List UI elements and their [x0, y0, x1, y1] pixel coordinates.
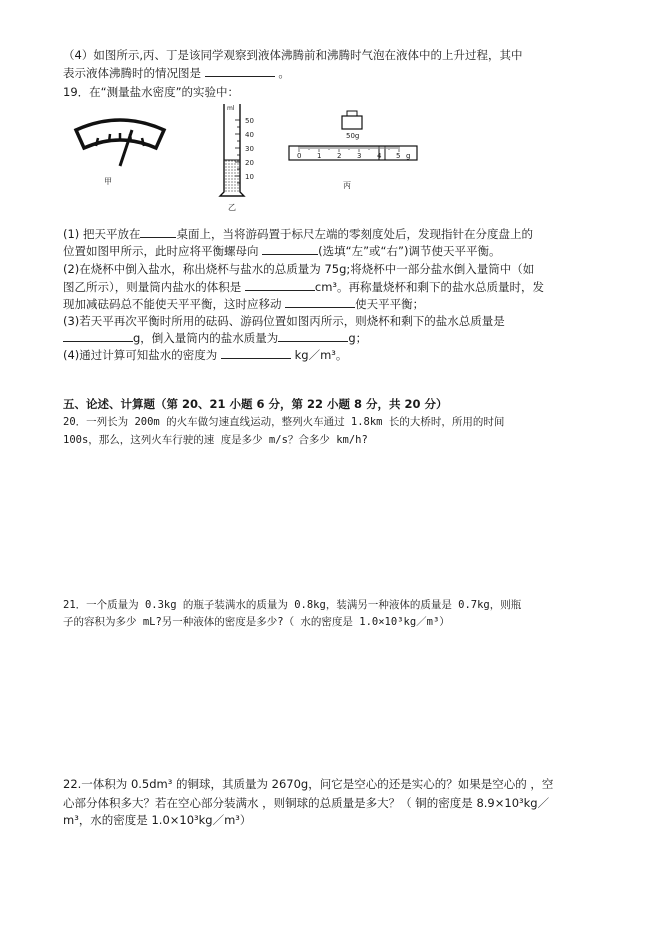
q21-line2 [63, 614, 450, 630]
q19-p1-text2a: 位置如图甲所示，此时应将平衡螺母向 [63, 244, 259, 258]
section5-heading-text: 五、论述、计算题（第 20、21 小题 6 分，第 22 小题 8 分，共 20 分） [63, 397, 448, 411]
q19-title-text: 19．在“测量盐水密度”的实验中： [63, 85, 240, 99]
figure-bing-scale [285, 108, 425, 192]
q19-p2-text2a: 图乙所示），则量筒内盐水的体积是 [63, 280, 242, 294]
q18-part4-line1 [63, 47, 522, 63]
section-heading [63, 396, 448, 412]
q22-text1: 22.一体积为 0.5dm³ 的铜球，其质量为 2670g，问它是空心的还是实心的？如果是空心的 ，空 [63, 777, 554, 791]
ruler-tick-4: 4 [377, 152, 382, 160]
q22-line1 [63, 776, 553, 792]
ruler-tick-0: 0 [297, 152, 302, 160]
cylinder-unit: ml [227, 105, 235, 112]
ruler-tick-1: 1 [317, 152, 322, 160]
q19-p4-line [63, 347, 347, 363]
q19-p1-text1b: 桌面上，当将游码置于标尺左端的零刻度处后，发现指针在分度盘上的 [176, 227, 533, 241]
answer-blank[interactable] [140, 226, 176, 238]
figure-yi-cylinder [210, 100, 270, 214]
q20-text2: 100s，那么，这列火车行驶的速 度是多少 m/s？合多少 km/h? [63, 434, 368, 446]
q19-p2-text3b: 使天平平衡； [355, 297, 425, 311]
cylinder-tick-30: 30 [245, 145, 254, 153]
answer-blank[interactable] [245, 279, 315, 291]
q21-line1 [63, 597, 521, 613]
q20-text1: 20．一列长为 200m 的火车做匀速直线运动，整列火车通过 1.8km 长的大桥时，所用的时间 [63, 416, 505, 428]
q19-p2-text3a: 现加减砝码总不能使天平平衡，这时应移动 [63, 297, 282, 311]
figure-label-yi: 乙 [228, 203, 236, 212]
q18-part4-line2 [63, 65, 290, 81]
q19-p4-text-b: kg／m³。 [294, 348, 348, 362]
answer-blank[interactable] [285, 296, 355, 308]
q21-text1: 21．一个质量为 0.3kg 的瓶子装满水的质量为 0.8kg，装满另一种液体的质量是 0.7kg，则瓶 [63, 599, 522, 611]
q19-p2-text2b: cm³。再称量烧杯和剩下的盐水总质量时，发 [314, 280, 545, 294]
q19-title [63, 84, 239, 100]
ruler-tick-5: 5 [396, 152, 401, 160]
cylinder-tick-50: 50 [245, 117, 254, 125]
q21-text2: 子的容积为多少 mL?另一种液体的密度是多少?（ 水的密度是 1.0×10³kg／m³） [63, 616, 450, 628]
q18-part4-text2b: 。 [278, 66, 290, 80]
q19-p3-line1 [63, 313, 505, 329]
answer-blank[interactable] [63, 330, 133, 342]
q19-p2-line2 [63, 279, 544, 295]
figure-label-bing: 丙 [343, 181, 351, 190]
answer-blank[interactable] [278, 330, 348, 342]
cylinder-tick-10: 10 [245, 173, 254, 181]
q22-line3 [63, 812, 251, 828]
q19-p1-text1a: (1) 把天平放在 [63, 227, 141, 241]
q22-line2 [63, 795, 549, 811]
q18-part4-text2a: 表示液体沸腾时的情况图是 [63, 66, 201, 80]
q19-p3-line2 [63, 330, 367, 346]
q19-p2-line1 [63, 261, 534, 277]
ruler-tick-3: 3 [357, 152, 362, 160]
cylinder-tick-40: 40 [245, 131, 254, 139]
cylinder-tick-20: 20 [245, 159, 254, 167]
answer-blank[interactable] [205, 65, 275, 77]
figure-label-jia: 甲 [104, 177, 112, 186]
q19-p1-text2b: (选填“左”或“右”)调节使天平平衡。 [318, 244, 501, 258]
q18-part4-text1: （4）如图所示,丙、丁是该同学观察到液体沸腾前和沸腾时气泡在液体中的上升过程，其中 [63, 48, 523, 62]
q19-p2-text1: (2)在烧杯中倒入盐水，称出烧杯与盐水的总质量为 75g;将烧杯中一部分盐水倒入量筒中（如 [63, 262, 535, 276]
q22-text2: 心部分体积多大？若在空心部分装满水 ，则铜球的总质量是多大？（ 铜的密度是 8.9×10³kg／ [63, 796, 550, 810]
q19-p2-line3 [63, 296, 424, 312]
q20-line1 [63, 414, 504, 430]
weight-label: 50g [346, 132, 360, 140]
q19-p1-line1 [63, 226, 533, 242]
ruler-tick-2: 2 [337, 152, 342, 160]
q20-line2 [63, 432, 368, 448]
ruler-unit: g [406, 152, 411, 160]
answer-blank[interactable] [221, 347, 291, 359]
q19-p3-text1: (3)若天平再次平衡时所用的砝码、游码位置如图丙所示，则烧杯和剩下的盐水总质量是 [63, 314, 505, 328]
answer-blank[interactable] [262, 243, 318, 255]
q19-p3-text2a: g，倒入量筒内的盐水质量为 [133, 331, 279, 345]
q19-p4-text-a: (4)通过计算可知盐水的密度为 [63, 348, 218, 362]
q19-p3-text2b: g； [348, 331, 368, 345]
q19-p1-line2 [63, 243, 500, 259]
figure-jia-dial [70, 112, 170, 192]
q22-text3: m³，水的密度是 1.0×10³kg／m³） [63, 813, 252, 827]
